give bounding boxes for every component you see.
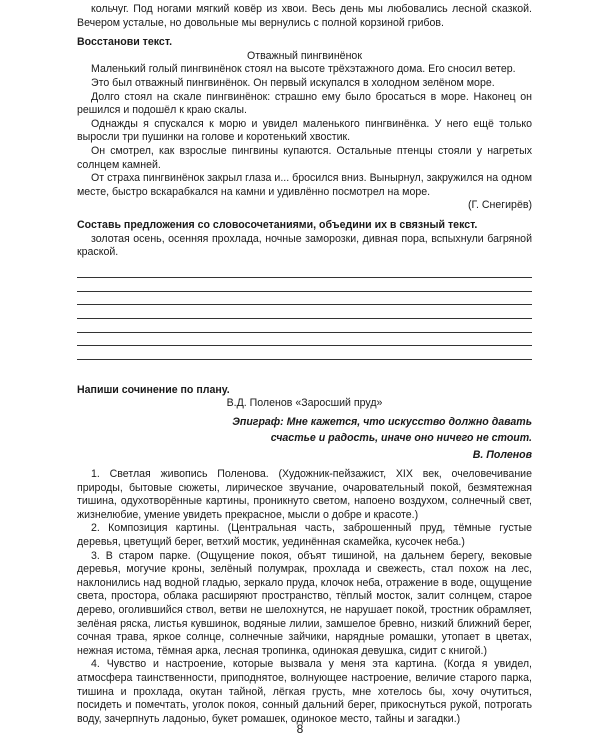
painting-title: В.Д. Поленов «Заросший пруд» <box>226 397 383 410</box>
essay-plan <box>77 468 532 726</box>
task1-heading: Восстанови текст. <box>77 36 173 49</box>
plan-item: 2. Композиция картины. (Центральная часть, заброшенный пруд, тёмные густые деревья, цветущий берег, ветхий мостик, уединённая скамейка, кусочек неба.) <box>77 522 532 548</box>
story-title: Отважный пингвинёнок <box>247 49 362 62</box>
story-paragraph: Долго стоял на скале пингвинёнок: страшно ему было бросаться в море. Наконец он решился и подошёл к краю скалы. <box>77 90 532 117</box>
task2-heading: Составь предложения со словосочетаниями, объедини их в связный текст. <box>77 218 478 231</box>
intro-text: кольчуг. Под ногами мягкий ковёр из хвои. Весь день мы любовались лесной сказкой. Вечером усталые, но довольные мы вернулись с полной корзиной грибов. <box>77 3 532 29</box>
answer-line[interactable] <box>77 305 532 319</box>
plan-item: 1. Светлая живопись Поленова. (Художник-пейзажист, XIX век, очеловечивание природы, бытовые сюжеты, лирическое звучание, очаровательный покой, безмятежная тишина, одухотворённые картины, проникнуто светом, напоено воздухом, солнечный свет, жизнелюбие, умение увидеть прекрасное, мысли о добре и красоте.) <box>77 468 532 521</box>
story-paragraph: Он смотрел, как взрослые пингвины купаются. Остальные птенцы стояли у нагретых солнцем камней. <box>77 144 532 171</box>
plan-item: 3. В старом парке. (Ощущение покоя, объят тишиной, на дальнем берегу, вековые деревья, могучие кроны, зелёный полумрак, прохлада и свежесть, стал похож на лес, наклонились над водной гладью, зеркало пруда, клочок неба, отражение в воде, ощущение света, простора, облака расширяют пространство, тёплый мосток, залит солнцем, старое дерево, оголившийся ствол, ветви не шелохнутся, не нарушает покой, тростник обрамляет, зелёная ряска, листья кувшинок, водяные лилии, замшелое бревно, низкий ближний берег, сочная трава, яркое солнце, солнечные зайчики, нарядные ромашки, утопает в цветах, нежная истома, тёмная арка, лесная тропинка, одинокая девушка, сидит с книгой.) <box>77 549 532 657</box>
answer-line[interactable] <box>77 319 532 333</box>
answer-line[interactable] <box>77 292 532 306</box>
epigraph-line: счастье и радость, иначе оно ничего не стоит. <box>270 432 532 445</box>
story-paragraph: От страха пингвинёнок закрыл глаза и... бросился вниз. Вынырнул, закружился на одном месте, быстро вскарабкался на камни и удивлённо посмотрел на море. <box>77 172 532 198</box>
answer-line[interactable] <box>77 333 532 347</box>
task2-words: золотая осень, осенняя прохлада, ночные заморозки, дивная пора, вспыхнули багряной краской. <box>77 232 532 259</box>
epigraph-author: В. Поленов <box>472 449 532 462</box>
answer-line[interactable] <box>77 265 532 279</box>
answer-lines <box>77 265 532 360</box>
answer-line[interactable] <box>77 346 532 360</box>
page-number: 8 <box>296 722 304 737</box>
task3-heading: Напиши сочинение по плану. <box>77 383 230 396</box>
story-paragraph: Однажды я спускался к морю и увидел маленького пингвинёнка. У него ещё только выросли три пушинки на голове и коротенький хвостик. <box>77 117 532 144</box>
epigraph-line: Эпиграф: Мне кажется, что искусство должно давать <box>232 416 532 429</box>
story-source: (Г. Снегирёв) <box>468 199 532 212</box>
plan-item: 4. Чувство и настроение, которые вызвала у меня эта картина. (Когда я увидел, атмосфера таинственности, приподнятое, волнующее настроение, величие старого парка, тишина и прохлада, окутан тайной, лёгкая грусть, мне хотелось бы, хочу очутиться, посидеть и помечтать, уголок покоя, сонный дальний берег, прикоснуться рукой, потрогать воду, зачерпнуть ладонью, букет ромашек, одинокое место, тайны и загадки.) <box>77 658 532 725</box>
story-paragraph: Маленький голый пингвинёнок стоял на высоте трёхэтажного дома. Его сносил ветер. <box>91 63 516 76</box>
story-paragraph: Это был отважный пингвинёнок. Он первый искупался в холодном зелёном море. <box>91 76 495 89</box>
epigraph <box>77 414 532 446</box>
answer-line[interactable] <box>77 278 532 292</box>
